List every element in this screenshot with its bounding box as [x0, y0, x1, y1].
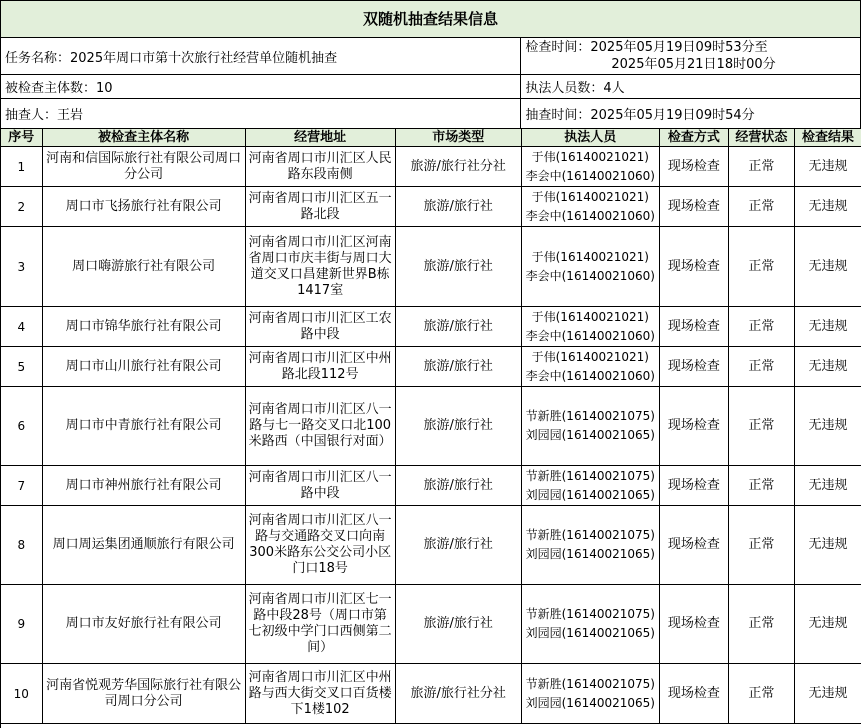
cell-no[interactable]: 10	[1, 664, 42, 724]
cell-no[interactable]: 3	[1, 227, 42, 307]
cell-name[interactable]: 周口周运集团通顺旅行有限公司	[42, 506, 245, 585]
cell-address[interactable]: 河南省周口市川汇区七一路中段28号（周口市第七初级中学门口西侧第二间）	[245, 585, 395, 664]
cell-type[interactable]: 旅游/旅行社	[395, 466, 521, 506]
inspector-1: 于伟(16140021021)	[531, 309, 649, 324]
cell-status[interactable]: 正常	[728, 664, 794, 724]
cell-status[interactable]: 正常	[728, 387, 794, 466]
col-header-name[interactable]: 被检查主体名称	[42, 129, 245, 147]
task-name-cell[interactable]: 任务名称：2025年周口市第十次旅行社经营单位随机抽查	[1, 38, 521, 75]
subject-count-cell[interactable]: 被检查主体数：10	[1, 75, 521, 99]
sheet-title: 双随机抽查结果信息	[1, 1, 861, 38]
cell-inspectors[interactable]	[521, 387, 659, 466]
inspector-2: 李会中(16140021060)	[525, 368, 655, 383]
table-row	[1, 147, 861, 187]
inspector-1: 节新胜(16140021075)	[525, 607, 655, 621]
inspector-1: 节新胜(16140021075)	[525, 676, 655, 691]
cell-type[interactable]: 旅游/旅行社	[395, 585, 521, 664]
cell-name[interactable]: 周口市飞扬旅行社有限公司	[42, 187, 245, 227]
cell-name[interactable]: 河南省悦观芳华国际旅行社有限公司周口分公司	[42, 664, 245, 724]
cell-type[interactable]: 旅游/旅行社	[395, 387, 521, 466]
cell-no[interactable]: 5	[1, 347, 42, 387]
check-time-cell[interactable]	[521, 38, 861, 75]
cell-method[interactable]: 现场检查	[659, 664, 728, 724]
table-row	[1, 187, 861, 227]
cell-inspectors[interactable]	[521, 147, 659, 187]
cell-type[interactable]: 旅游/旅行社	[395, 307, 521, 347]
cell-address[interactable]: 河南省周口市川汇区八一路与交通路交叉口向南300米路东公交公司小区门口18号	[245, 506, 395, 585]
cell-status[interactable]: 正常	[728, 466, 794, 506]
inspector-2: 李会中(16140021060)	[525, 328, 655, 343]
col-header-method[interactable]: 检查方式	[659, 129, 728, 147]
cell-status[interactable]: 正常	[728, 187, 794, 227]
sample-time-cell[interactable]: 抽查时间：2025年05月19日09时54分	[521, 99, 861, 129]
cell-address[interactable]: 河南省周口市川汇区中州路北段112号	[245, 347, 395, 387]
cell-address[interactable]: 河南省周口市川汇区中州路与西大街交叉口百货楼下1楼102	[245, 664, 395, 724]
cell-address[interactable]: 河南省周口市川汇区五一路北段	[245, 187, 395, 227]
cell-inspectors[interactable]	[521, 347, 659, 387]
cell-status[interactable]: 正常	[728, 347, 794, 387]
cell-no[interactable]: 6	[1, 387, 42, 466]
cell-method[interactable]: 现场检查	[659, 585, 728, 664]
col-header-no[interactable]: 序号	[1, 129, 42, 147]
header-row	[1, 129, 861, 147]
inspector-1: 节新胜(16140021075)	[525, 409, 655, 423]
cell-method[interactable]: 现场检查	[659, 387, 728, 466]
check-time-line1: 检查时间：2025年05月19日09时53分至	[525, 40, 768, 55]
check-time-line2: 2025年05月21日18时00分	[611, 57, 776, 72]
cell-no[interactable]: 2	[1, 187, 42, 227]
cell-address[interactable]: 河南省周口市川汇区八一路与七一路交叉口北100米路西（中国银行对面）	[245, 387, 395, 466]
info-row-sampler	[1, 99, 861, 129]
cell-no[interactable]: 9	[1, 585, 42, 664]
cell-address[interactable]: 河南省周口市川汇区河南省周口市庆丰街与周口大道交叉口昌建新世界B栋1417室	[245, 227, 395, 307]
cell-inspectors[interactable]	[521, 506, 659, 585]
cell-result[interactable]: 无违规	[794, 664, 861, 724]
table-row	[1, 307, 861, 347]
cell-type[interactable]: 旅游/旅行社	[395, 506, 521, 585]
cell-result[interactable]: 无违规	[794, 227, 861, 307]
cell-type[interactable]: 旅游/旅行社	[395, 227, 521, 307]
table-row	[1, 585, 861, 664]
cell-status[interactable]: 正常	[728, 506, 794, 585]
cell-result[interactable]: 无违规	[794, 187, 861, 227]
cell-name[interactable]: 周口嗨游旅行社有限公司	[42, 227, 245, 307]
sampler-cell[interactable]: 抽查人：王岩	[1, 99, 521, 129]
cell-inspectors[interactable]	[521, 227, 659, 307]
inspector-1: 于伟(16140021021)	[531, 149, 649, 164]
cell-address[interactable]: 河南省周口市川汇区人民路东段南侧	[245, 147, 395, 187]
cell-type[interactable]: 旅游/旅行社	[395, 187, 521, 227]
cell-method[interactable]: 现场检查	[659, 187, 728, 227]
cell-result[interactable]: 无违规	[794, 347, 861, 387]
cell-result[interactable]: 无违规	[794, 506, 861, 585]
col-header-inspectors[interactable]: 执法人员	[521, 129, 659, 147]
col-header-address[interactable]: 经营地址	[245, 129, 395, 147]
table-row	[1, 466, 861, 506]
cell-name[interactable]: 周口市中青旅行社有限公司	[42, 387, 245, 466]
cell-no[interactable]: 7	[1, 466, 42, 506]
cell-address[interactable]: 河南省周口市川汇区八一路中段	[245, 466, 395, 506]
inspector-2: 刘园园(16140021065)	[525, 547, 655, 561]
cell-no[interactable]: 4	[1, 307, 42, 347]
inspector-2: 刘园园(16140021065)	[525, 626, 655, 640]
table-row	[1, 227, 861, 307]
col-header-result[interactable]: 检查结果	[794, 129, 861, 147]
inspector-2: 李会中(16140021060)	[525, 268, 655, 283]
cell-method[interactable]: 现场检查	[659, 466, 728, 506]
cell-no[interactable]: 1	[1, 147, 42, 187]
cell-type[interactable]: 旅游/旅行社分社	[395, 664, 521, 724]
info-row-task	[1, 38, 861, 75]
cell-status[interactable]: 正常	[728, 585, 794, 664]
cell-name[interactable]: 周口市山川旅行社有限公司	[42, 347, 245, 387]
inspector-1: 节新胜(16140021075)	[525, 468, 655, 483]
inspector-1: 于伟(16140021021)	[531, 249, 649, 264]
cell-type[interactable]: 旅游/旅行社分社	[395, 147, 521, 187]
table-row	[1, 664, 861, 724]
cell-address[interactable]: 河南省周口市川汇区工农路中段	[245, 307, 395, 347]
cell-name[interactable]: 周口市友好旅行社有限公司	[42, 585, 245, 664]
cell-inspectors[interactable]	[521, 664, 659, 724]
inspector-2: 李会中(16140021060)	[525, 208, 655, 223]
inspector-2: 刘园园(16140021065)	[525, 428, 655, 442]
cell-no[interactable]: 8	[1, 506, 42, 585]
inspector-1: 于伟(16140021021)	[531, 349, 649, 364]
cell-method[interactable]: 现场检查	[659, 506, 728, 585]
cell-inspectors[interactable]	[521, 187, 659, 227]
cell-result[interactable]: 无违规	[794, 466, 861, 506]
table-row	[1, 506, 861, 585]
inspector-2: 李会中(16140021060)	[525, 168, 655, 183]
cell-name[interactable]: 河南和信国际旅行社有限公司周口分公司	[42, 147, 245, 187]
cell-result[interactable]: 无违规	[794, 585, 861, 664]
cell-method[interactable]: 现场检查	[659, 147, 728, 187]
info-row-count	[1, 75, 861, 99]
inspector-count-cell[interactable]: 执法人员数：4人	[521, 75, 861, 99]
cell-result[interactable]: 无违规	[794, 147, 861, 187]
table-row	[1, 387, 861, 466]
cell-status[interactable]: 正常	[728, 147, 794, 187]
col-header-status[interactable]: 经营状态	[728, 129, 794, 147]
table-row	[1, 347, 861, 387]
cell-type[interactable]: 旅游/旅行社	[395, 347, 521, 387]
cell-result[interactable]: 无违规	[794, 307, 861, 347]
cell-status[interactable]: 正常	[728, 307, 794, 347]
cell-result[interactable]: 无违规	[794, 387, 861, 466]
cell-inspectors[interactable]	[521, 466, 659, 506]
cell-inspectors[interactable]	[521, 585, 659, 664]
col-header-type[interactable]: 市场类型	[395, 129, 521, 147]
cell-status[interactable]: 正常	[728, 227, 794, 307]
inspector-2: 刘园园(16140021065)	[525, 487, 655, 502]
cell-method[interactable]: 现场检查	[659, 227, 728, 307]
inspector-1: 于伟(16140021021)	[531, 189, 649, 204]
inspector-1: 节新胜(16140021075)	[525, 528, 655, 542]
cell-method[interactable]: 现场检查	[659, 307, 728, 347]
cell-method[interactable]: 现场检查	[659, 347, 728, 387]
results-table	[1, 129, 861, 724]
cell-name[interactable]: 周口市锦华旅行社有限公司	[42, 307, 245, 347]
cell-name[interactable]: 周口市神州旅行社有限公司	[42, 466, 245, 506]
inspector-2: 刘园园(16140021065)	[525, 695, 655, 710]
cell-inspectors[interactable]	[521, 307, 659, 347]
